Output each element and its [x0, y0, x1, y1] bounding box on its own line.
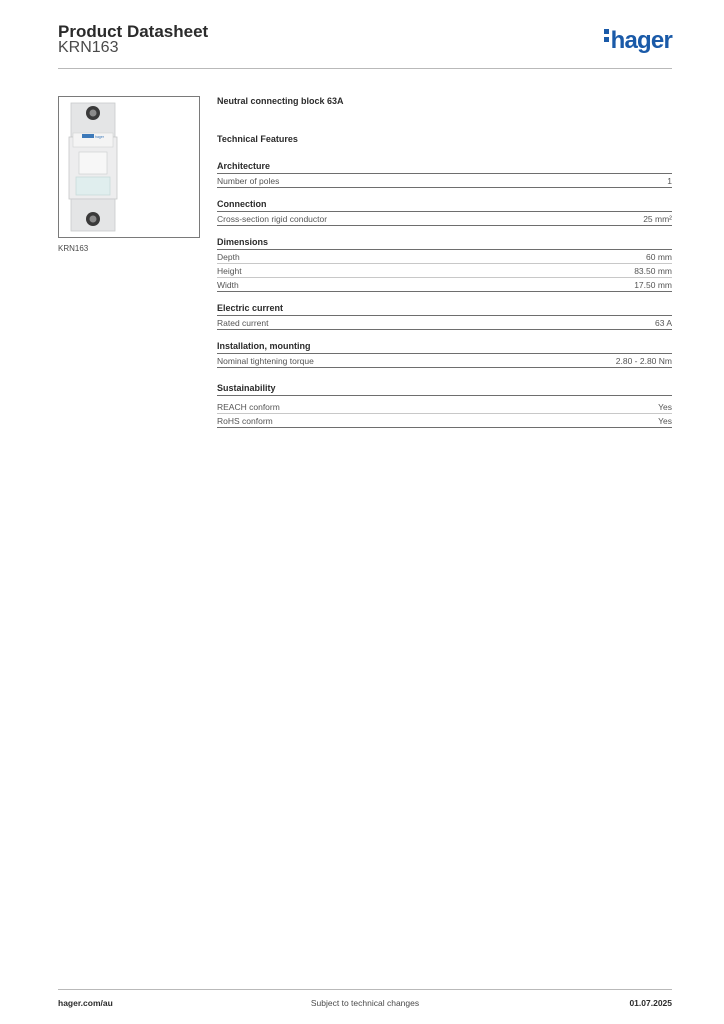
- section-title: Dimensions: [217, 236, 672, 250]
- spec-label: Height: [217, 265, 242, 276]
- spec-label: Rated current: [217, 317, 269, 328]
- spec-label: Cross-section rigid conductor: [217, 213, 328, 224]
- spec-row: [217, 264, 672, 278]
- spec-value: 83.50 mm: [634, 265, 672, 276]
- spec-value: 17.50 mm: [634, 279, 672, 290]
- spec-row: [217, 354, 672, 368]
- section-dimensions: [217, 236, 672, 292]
- document-subtitle: KRN163: [58, 39, 119, 56]
- logo-dots-icon: [604, 26, 609, 45]
- hager-logo: [604, 26, 672, 55]
- spec-label: REACH conform: [217, 401, 280, 412]
- page-header: [58, 20, 672, 68]
- spec-label: Width: [217, 279, 239, 290]
- section-title: Architecture: [217, 160, 672, 174]
- spec-row: [217, 174, 672, 188]
- spec-value: 63 A: [654, 317, 672, 328]
- spec-value: Yes: [658, 415, 672, 426]
- section-title: Sustainability: [217, 382, 672, 396]
- spec-value: 2.80 - 2.80 Nm: [615, 355, 672, 366]
- spec-value: 1: [667, 175, 672, 186]
- section-title: Installation, mounting: [217, 340, 672, 354]
- footer-website-link[interactable]: hager.com/au: [58, 998, 113, 1008]
- image-brand-label: hager: [95, 135, 104, 139]
- product-name: Neutral connecting block 63A: [217, 96, 344, 106]
- technical-features-heading: Technical Features: [217, 134, 298, 144]
- spec-label: RoHS conform: [217, 415, 273, 426]
- spec-label: Nominal tightening torque: [217, 355, 314, 366]
- image-caption: KRN163: [58, 244, 89, 253]
- spec-row: [217, 316, 672, 330]
- spec-value: Yes: [658, 401, 672, 412]
- section-sustainability: [217, 382, 672, 428]
- section-electric-current: [217, 302, 672, 330]
- spec-row: [217, 414, 672, 428]
- section-connection: [217, 198, 672, 226]
- page-footer: [58, 998, 672, 1012]
- spec-row: [217, 250, 672, 264]
- spec-value: 25 mm²: [643, 213, 672, 224]
- spec-label: Number of poles: [217, 175, 280, 186]
- spec-label: Depth: [217, 251, 240, 262]
- section-architecture: [217, 160, 672, 188]
- section-title: Electric current: [217, 302, 672, 316]
- footer-notice: Subject to technical changes: [310, 998, 420, 1008]
- technical-content: [217, 96, 672, 438]
- header-divider: [58, 68, 672, 69]
- spec-value: 60 mm: [646, 251, 672, 262]
- section-title: Connection: [217, 198, 672, 212]
- footer-date: 01.07.2025: [629, 998, 672, 1008]
- footer-divider: [58, 989, 672, 990]
- spec-row: [217, 400, 672, 414]
- circuit-block-illustration: [59, 97, 199, 237]
- section-installation: [217, 340, 672, 368]
- spec-row: [217, 278, 672, 292]
- document-title: Product Datasheet: [58, 22, 209, 41]
- product-image: [58, 96, 200, 238]
- logo-text: hager: [610, 27, 672, 54]
- spec-row: [217, 212, 672, 226]
